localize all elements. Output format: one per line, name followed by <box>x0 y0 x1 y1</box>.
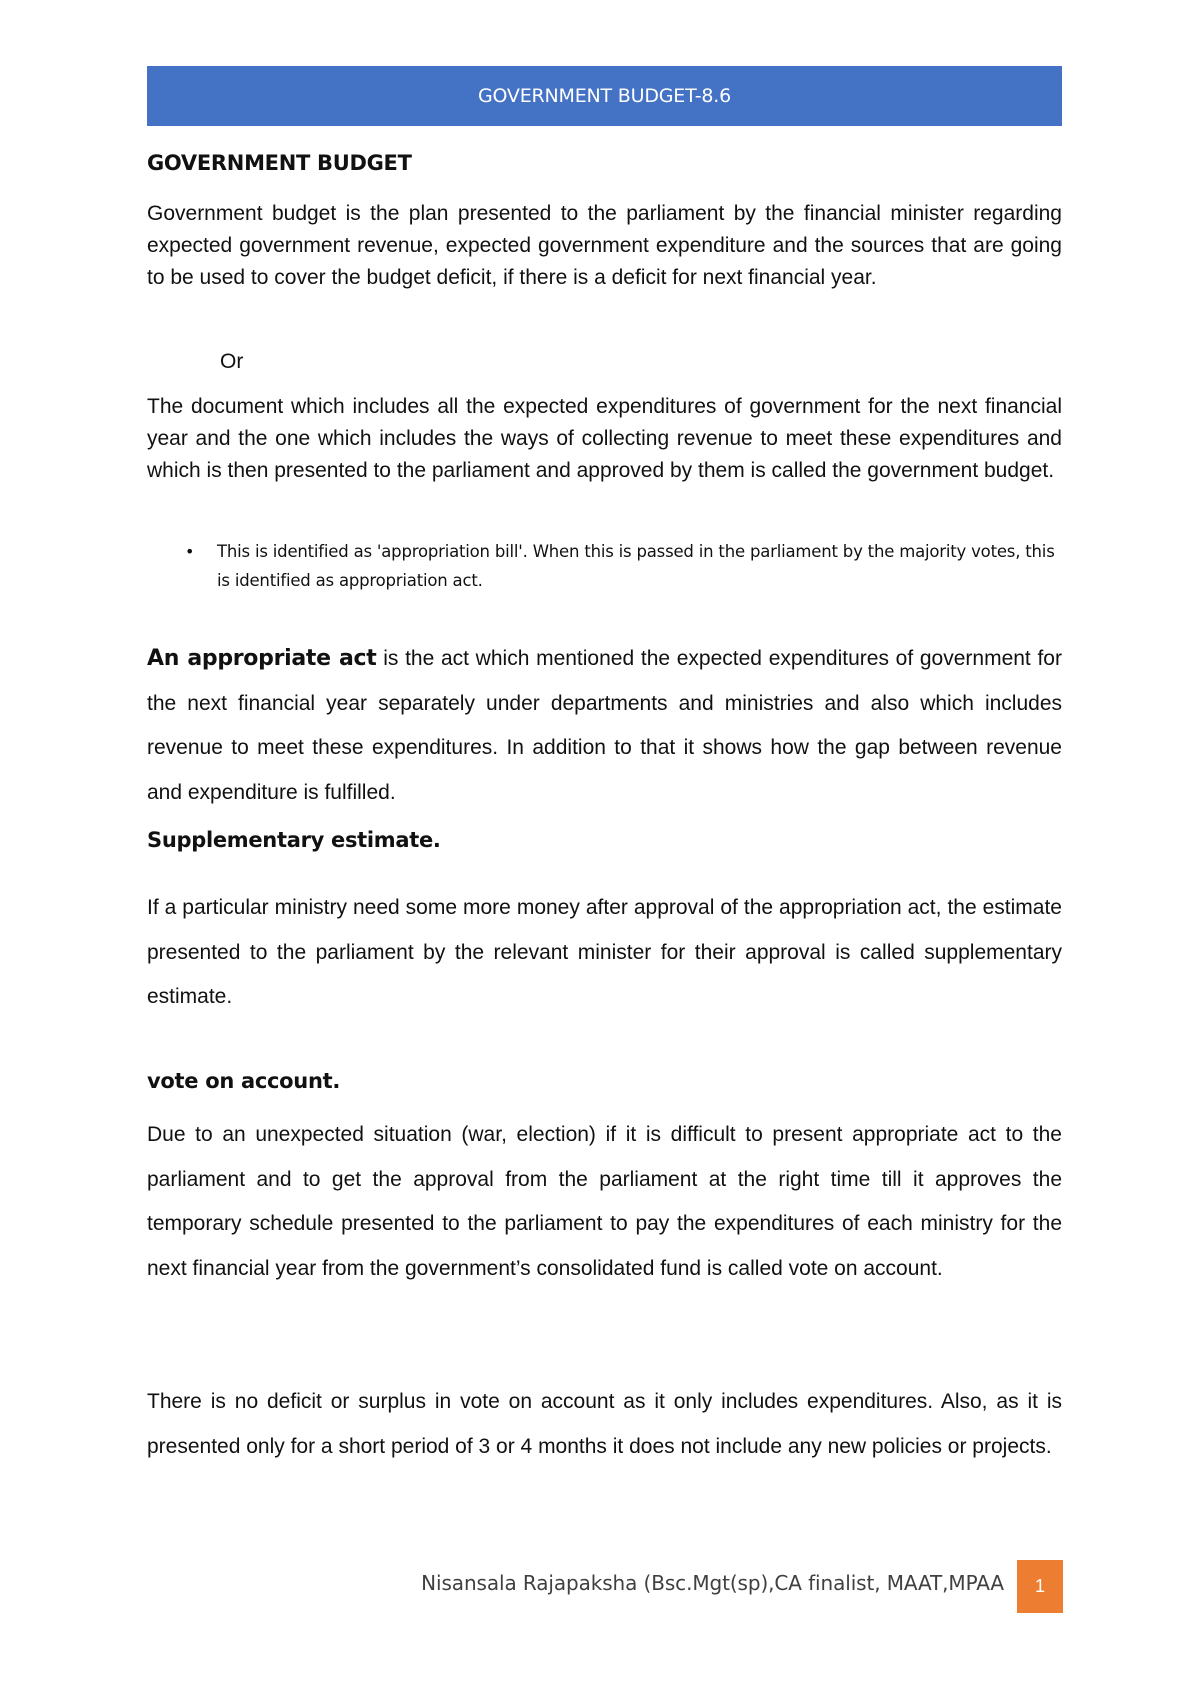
appropriate-act-text: is the act which mentioned the expected expenditures of government for the next financial year separately under departments and ministries and also which includes revenue to meet these expenditures. In addition to that it shows how the gap between revenue and expenditure is fulfilled. <box>147 647 1062 804</box>
paragraph-vote-on-account: Due to an unexpected situation (war, election) if it is difficult to present appropriate act to the parliament and to get the approval from the parliament at the right time till it approves the temporary schedule presented to the parliament to pay the expenditures of each ministry for the next financial year from the government’s consolidated fund is called vote on account. <box>147 1123 1062 1280</box>
paragraph-vote-on-account-note: There is no deficit or surplus in vote on account as it only includes expenditures. Also, as it is presented only for a short period of 3 or 4 months it does not include any new policies or projects. <box>147 1390 1062 1458</box>
appropriate-act-term: An appropriate act <box>147 646 377 671</box>
page-number: 1 <box>1034 1576 1045 1596</box>
or-connector: Or <box>220 350 244 373</box>
header-title: GOVERNMENT BUDGET-8.6 <box>477 85 732 107</box>
header-bar <box>147 66 1062 126</box>
paragraph-definition: Government budget is the plan presented to the parliament by the financial minister regarding expected government revenue, expected government expenditure and the sources that are going to be used to cover the budget deficit, if there is a deficit for next financial year. <box>147 202 1062 289</box>
paragraph-appropriate-act <box>147 637 1062 815</box>
bullet-list-item <box>185 537 1065 595</box>
main-heading: GOVERNMENT BUDGET <box>147 151 412 175</box>
vote-on-account-heading: vote on account. <box>147 1069 341 1093</box>
bullet-text: This is identified as 'appropriation bill'. When this is passed in the parliament by the majority votes, this is identified as appropriation act. <box>217 542 1055 590</box>
supplementary-heading: Supplementary estimate. <box>147 828 441 852</box>
page-number-badge <box>1017 1560 1063 1613</box>
footer-author: Nisansala Rajapaksha (Bsc.Mgt(sp),CA finalist, MAAT,MPAA <box>421 1571 1004 1595</box>
paragraph-alternate-definition: The document which includes all the expected expenditures of government for the next financial year and the one which includes the ways of collecting revenue to meet these expenditures and which is then presented to the parliament and approved by them is called the government budget. <box>147 395 1062 482</box>
bullet-icon: • <box>185 542 195 561</box>
paragraph-supplementary: If a particular ministry need some more money after approval of the appropriation act, the estimate presented to the parliament by the relevant minister for their approval is called supplementary estimate. <box>147 896 1062 1008</box>
